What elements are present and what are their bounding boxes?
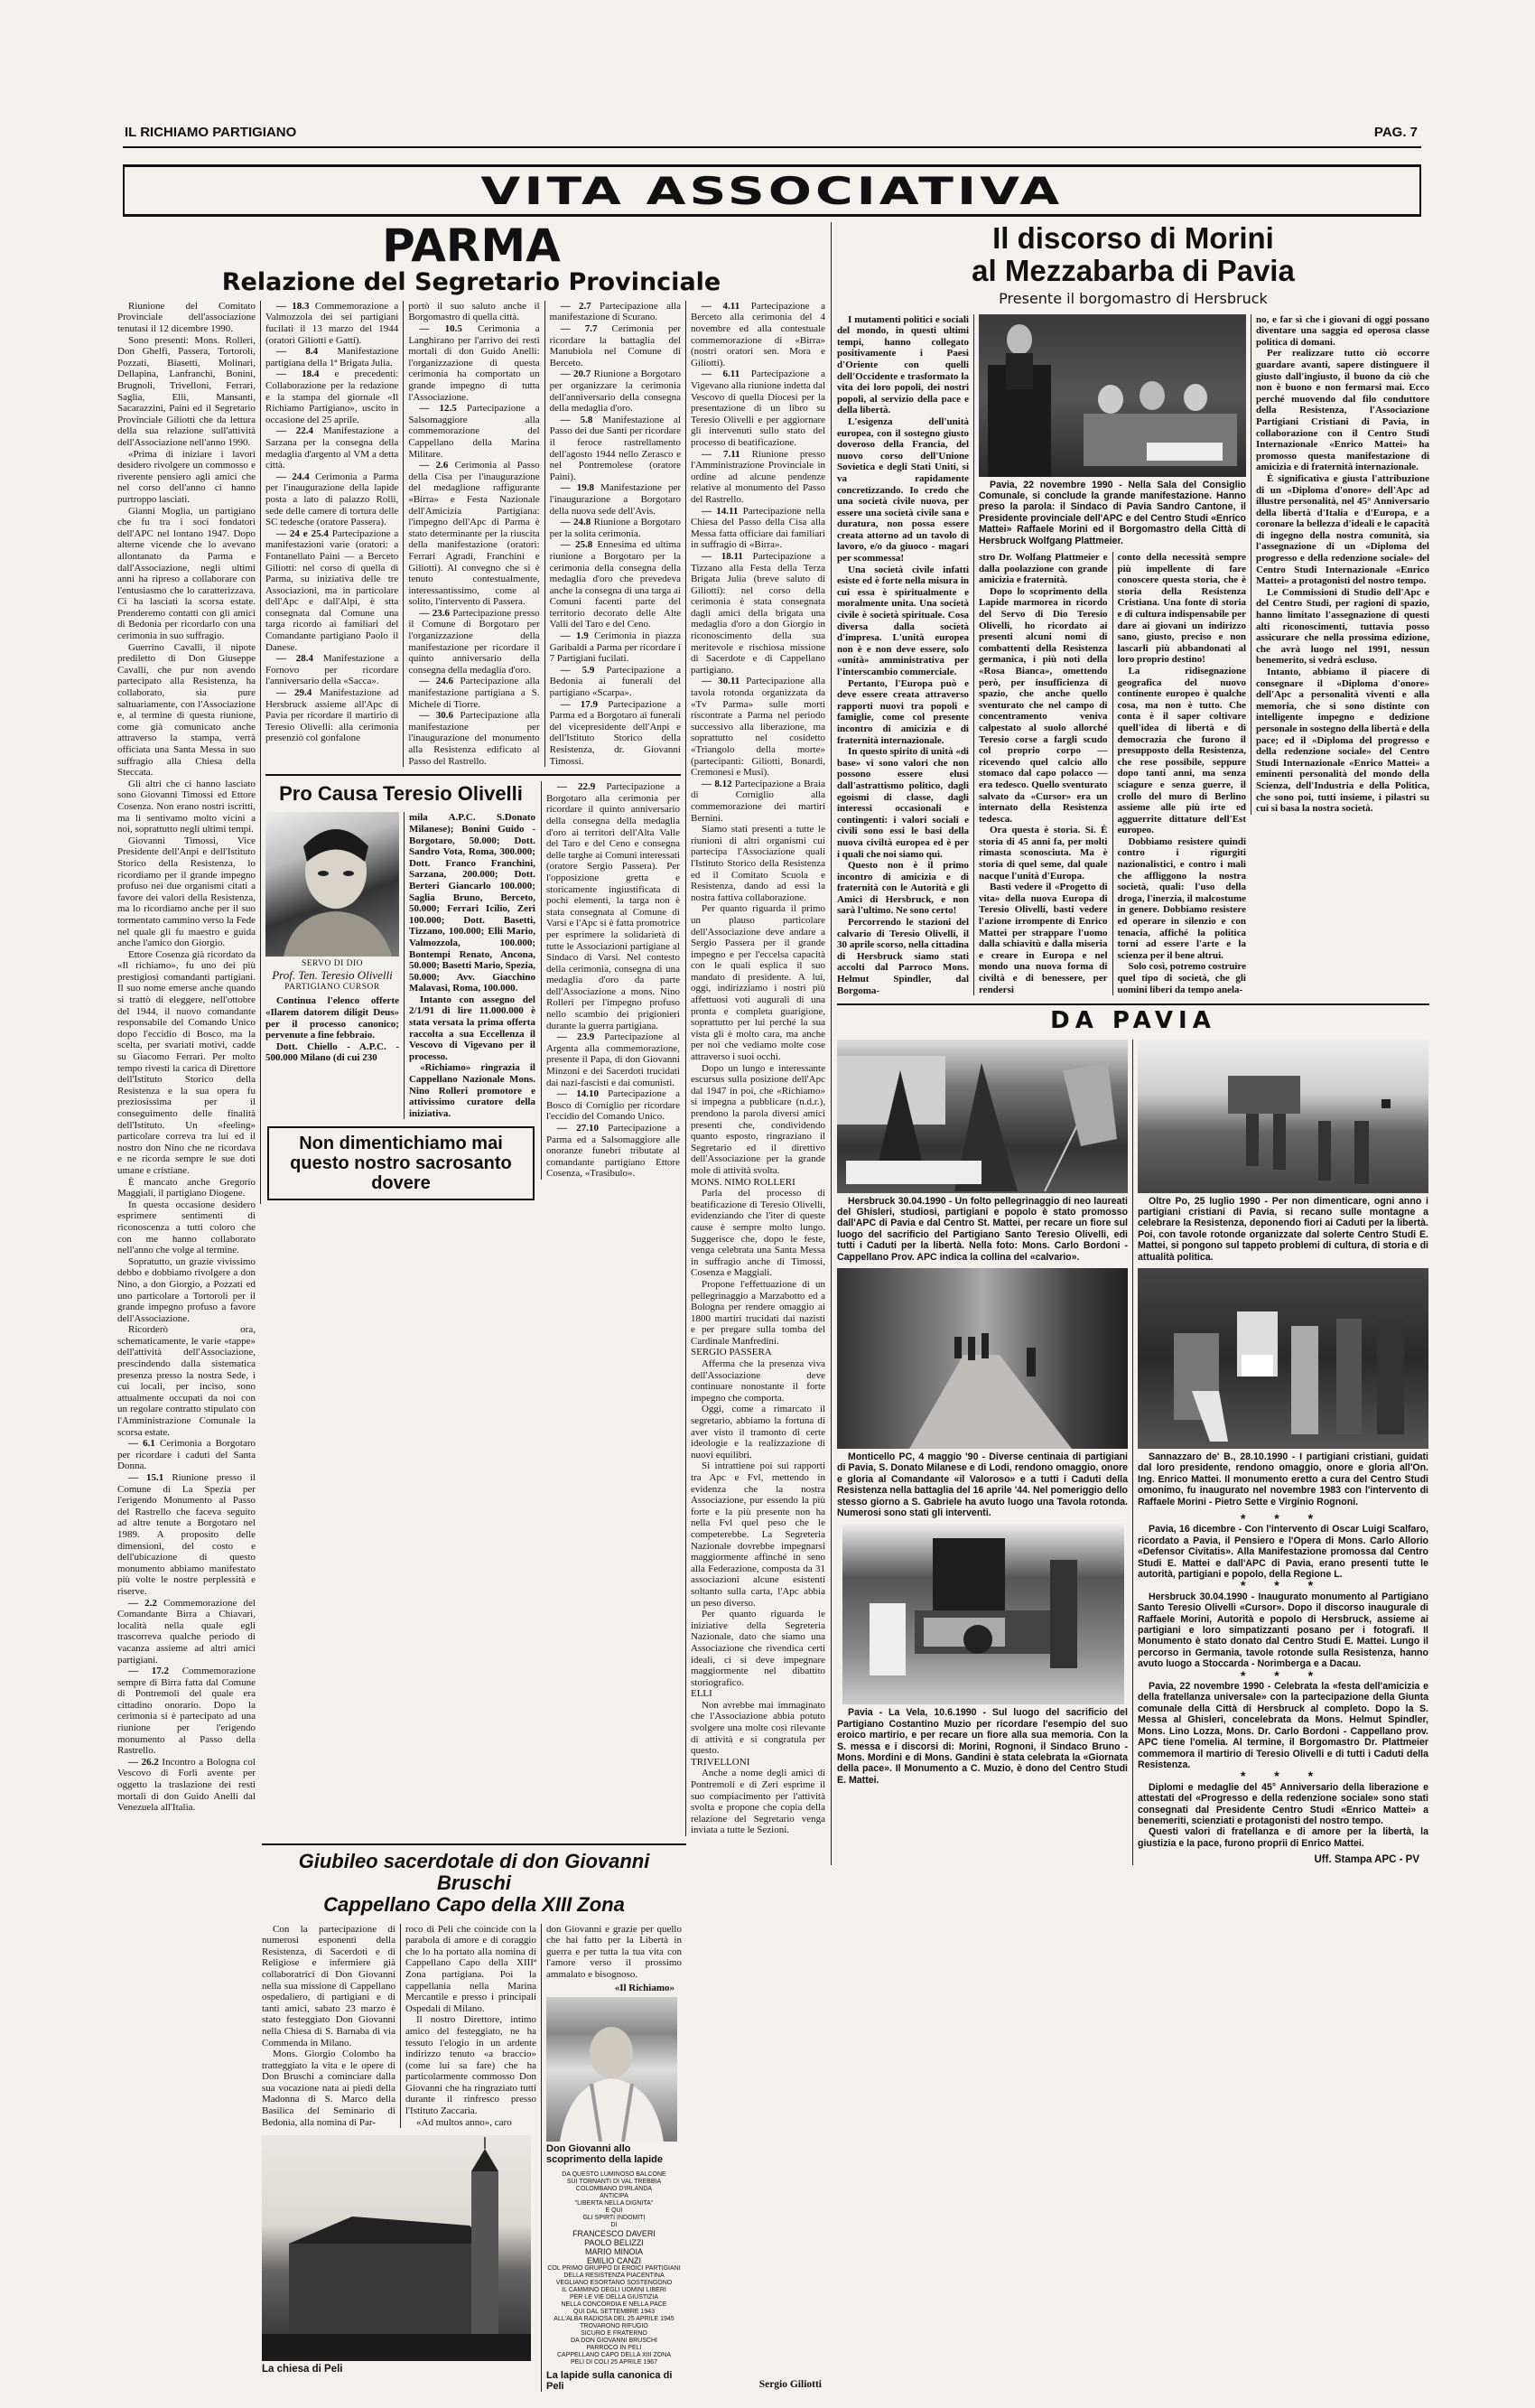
caption-text: Pavia - La Vela, 10.6.1990 - Sul luogo del sacrificio del Partigiano Costantino Muzio per ricordare l'esempio del suo eroico martirio, e per recare un fiore alla sua memoria. Con la S. messa e i discorsi di: Morini, Rognoni, il Sindaco Bruno - Mons. Mordini e di Mons. Gandini è stata celebrata la «Giornata della pace». Il Monumento a C. Muzio, è dono del Centro Studi E. Mattei. [837, 1707, 1128, 1786]
morini-title-2: al Mezzabarba di Pavia [972, 254, 1295, 288]
hersbruck-photo [837, 1040, 1128, 1193]
caption-text: Oltre Po, 25 luglio 1990 - Per non dimenticare, ogni anno i partigiani cristiani di Pavia, si recano sulle montagne a celebrare la Resistenza, deponendo fiori ai Caduti per la libertà. Poi, con tavole rotonde organizzate dal solerte Centro Studi E. Mattei, si pongono sul tappeto problemi di cultura, di storia e di attualità politica. [1138, 1195, 1428, 1263]
paragraph: Ora questa è storia. Si. È storia di 45 anni fa, per molti rimasta sconosciuta. Ma è storia di quel seme, dal quale nacque l'unità d'Europa. [979, 825, 1108, 882]
parma-subtitle: Relazione del Segretario Provinciale [221, 267, 721, 296]
church-icon [262, 2135, 531, 2361]
press-office-signature: Uff. Stampa APC - PV [1314, 1854, 1419, 1866]
paragraph: — 8.4 Manifestazione partigiana della 1ª Brigata Julia. [265, 346, 399, 369]
plaque-line: GLI SPIRTI INDOMITI [582, 2214, 646, 2221]
paragraph: Anche a nome degli amici di Pontremoli e di Zeri esprime il suo compiacimento per l'attività svolta e propone che copia della relazione del Segretario venga inviata a tutte le Sezioni. [690, 1768, 825, 1836]
olivelli-left [265, 812, 404, 1064]
paragraph: — 28.4 Manifestazione a Fornovo per ricordare l'anniversario della «Sacca». [265, 653, 399, 687]
paragraph: don Giovanni e grazie per quello che hai fatto per la Libertà in guerra e per tutta la tua vita con l'amore verso il prossimo ammalato e bisognoso. [546, 1923, 682, 1980]
paragraph: «Prima di iniziare i lavori desidero rivolgere un commosso e riverente pensiero agli amici che nel corso dell'anno ci hanno purtroppo lasciati. [117, 448, 256, 505]
separator-asterisks: * * * [1240, 1769, 1326, 1784]
paragraph: Per realizzare tutto ciò occorre guardare avanti, sapere distinguere il giusto dall'ingiusto, il buono da ciò che non è buono e non fermarsi mai. Ecco perché muovendo dal filo conduttore della Resistenza, l'Associazione Partigiani Cristiani di Pavia, in collaborazione con il Centro Studi Internazionale «Enrico Mattei» ha promosso questa manifestazione di amicizia e di fraternità internazionale. [1256, 348, 1429, 473]
separator-asterisks: * * * [1240, 1510, 1326, 1526]
hersbruck-caption [837, 1196, 1128, 1263]
bruschi-right [541, 1924, 682, 2392]
paragraph: — 2.7 Partecipazione alla manifestazione di Scurano. [549, 300, 682, 323]
news-note: Diplomi e medaglie del 45° Anniversario della liberazione e attestati del «Progresso e della redenzione sociale» sono stati consegnati dal Presidente Centro Studi «Enrico Mattei» a benemeriti, scienziati e protagonisti del nostro tempo. [1138, 1781, 1428, 1826]
paragraph: — 22.9 Partecipazione a Borgotaro alla cerimonia per ricordare il quinto anniversario della consegna della medaglia d'oro ai territori dell'Alta Valle del Taro e del Ceno e consegna delle targhe ai Comuni interessati (oratore Sergio Passera). Per l'opposizione gretta e storicamente ingiustificata di pochi elementi, la targa non è stata consegnata al Comune di Varsi e l'Apc si è fatta promotrice per esprimere la solidarietà di tutte le Associazioni partigiane al Sindaco di Varsi. Nel contesto della cerimonia, consegna di una medaglia d'oro da parte dell'Associazione a mons. Nino Rolleri per l'impegno profuso nello scambio dei prigionieri durante la guerra partigiana. [545, 781, 680, 1031]
parma-columns [117, 301, 825, 1836]
bruschi-title-1: Giubileo sacerdotale di don Giovanni Bruschi [298, 1850, 650, 1895]
morini-column-2 [979, 552, 1112, 995]
paragraph: Per quanto riguarda le iniziative della Segreteria Nazionale, dato che siamo una Associazione che rivendica certi ideali, ci si deve impegnare maggiormente nel dibattito storiografico. [690, 1609, 825, 1688]
monticello-caption [837, 1451, 1128, 1518]
paragraph: In questa occasione desidero esprimere sentimenti di riconoscenza a tutti coloro che con me hanno collaborato nell'anno che volge al termine. [117, 1199, 256, 1256]
council-hall-photo [979, 314, 1246, 477]
road-procession-icon [837, 1268, 1128, 1449]
morini-column-3 [1112, 552, 1247, 995]
paragraph: mila A.P.C. S.Donato Milanese); Bonini Guido - Borgotaro, 50.000; Dott. Sandro Vota, Roma, 300.000; Dott. Franco Franchini, Sarzana, 200.000; Dott. Berteri Giancarlo 100.000; Saglia Bruno, Berceto, 50.000; Ferrari Icilio, Zeri 100.000; Dott. Basetti, Tizzano, 100.000; Elli Mario, Valmozzola, 100.000; Bontempi Renato, Ancona, 50.000; Basetti Mario, Spezia, 50.000; Avv. Giacchino Malavasi, Roma, 100.000. [408, 812, 535, 994]
paragraph: Ettore Cosenza già ricordato da «Il richiamo», fu uno dei più prestigiosi comandanti partigiani. Il suo nome emerse anche quando si trattò di eleggere, nell'ottobre del 1944, il nuovo comandante responsabile del Comando Unico dopo l'eccidio di Bosco, ma la scelta, per svariati motivi, cadde su Giacomo Ferrari. Per molto tempo rivestì la carica di Direttore dell'Istituto Storico della Resistenza e la sua opera fu preziosissima per il conseguimento delle finalità dell'Istituto. Un «feeling» particolare correva tra lui ed il nostro don Nino che ne ricordava e ne ricorda sempre le sue doti umane e cristiane. [117, 948, 256, 1176]
reminder-text: Non dimentichiamo mai questo nostro sacrosanto dovere [290, 1134, 512, 1194]
memorial-stone-icon [842, 1524, 1124, 1704]
parma-middle-block [260, 301, 685, 1205]
paragraph: Solo così, potremo costruire quel tipo di società, che gli uomini liberi da tempo anela- [1117, 961, 1246, 995]
paragraph: Per quanto riguarda il primo un plauso particolare dell'Associazione deve andare a Sergio Passera per il grande impegno e per l'eccelsa capacità con le quali esplica il suo mandato di presidente. A lui, oggi, indirizziamo i nostri più affettuosi voti augurali di una pronta e completa guarigione, soprattutto per lui perché la sua vista gli è molto cara, ma anche per noi che vediamo molte cose attraverso i suoi occhi. [690, 903, 825, 1063]
paragraph: — 18.11 Partecipazione a Tizzano alla Festa della Terza Brigata Julia (breve saluto di Giliotti): nel corso della cerimonia è stata consegnata dagli amici della brigata una medaglia d'oro a don Giorgio in riconoscimento della sua meritevole e rischiosa missione di Sacerdote e di Cappellano partigiano. [690, 550, 825, 676]
parma-column-4-continued [541, 781, 680, 1180]
header-rule [123, 146, 1421, 148]
monticello-photo [837, 1268, 1128, 1449]
paragraph: «Ad multos anno», caro [416, 2116, 512, 2128]
paragraph: Una società civile infatti esiste ed è forte nella misura in cui essa è spiritualmente e moralmente unita. Una società civile è società spirituale. Cosa diversa dalla società d'impresa. L'unità europea non è e non deve essere, solo «unità» amministrativa per l'interscambio commerciale. [837, 564, 969, 677]
news-note: Questi valori di fratellanza e di amore per la libertà, la giustizia e la pace, furono proprii di Enrico Mattei. [1138, 1826, 1428, 1849]
paragraph: — 14.11 Partecipazione nella Chiesa del Passo della Cisa alla Messa fatta officiare dai familiari in suffragio di «Birra». [690, 505, 825, 551]
caption-name: Prof. Ten. Teresio Olivelli [272, 968, 393, 983]
plaque-line: NELLA CONCORDIA E NELLA PACE [561, 2301, 667, 2308]
paragraph: Siamo stati presenti a tutte le riunioni di altri organismi cui partecipa l'Associazione quali l'Istituto Storico della Resistenza ed il Comitato Scuola e Resistenza, dando ad essi la nostra fattiva collaborazione. [690, 824, 825, 903]
paragraph: — 24.4 Cerimonia a Parma per l'inaugurazione della lapide posta a lato di palazzo Rolli, sede delle camere di tortura delle SC tedesche (oratore Passera). [265, 471, 399, 528]
oltrepo-caption [1138, 1196, 1428, 1263]
morini-center-columns [979, 552, 1246, 995]
morini-center [973, 314, 1251, 996]
paragraph: — 29.4 Manifestazione ad Hersbruck assieme all'Apc di Pavia per ricordare il martirio di Teresio Olivelli: alla cerimonia presenziò col gonfalone [265, 687, 399, 744]
olivelli-portrait-caption [265, 959, 399, 992]
plaque-line: PER LE VIE DELLA GIUSTIZIA [569, 2293, 659, 2301]
caption-servo: SERVO DI DIO [301, 959, 363, 969]
parma-column-5 [685, 301, 825, 1836]
paragraph: — 30.11 Partecipazione alla tavola rotonda organizzata da «Tv Parma» sulle morti riscontrate a Parma nel periodo successivo alla liberazione, ma soprattutto nel cosidetto «Triangolo della morte» (partecipanti: Giliotti, Bonardi, Cremonesi e Musi). [690, 676, 825, 779]
speaker-name: MONS. NIMO ROLLERI [690, 1176, 795, 1188]
paragraph: — 4.11 Partecipazione a Berceto alla cerimonia del 4 novembre ed alla contestuale commemorazione di «Birra» (nostri oratori sen. Mora e Giliotti). [690, 300, 825, 369]
caption-text: Monticello PC, 4 maggio '90 - Diverse centinaia di partigiani di Pavia, S. Donato Milanese e di Lodi, rendono omaggio, onore e gloria al Comandante «il Valoroso» e a tutti i Caduti della Resistenza nella battaglia del 16 aprile '44. Nel pomeriggio dello stesso giorno a S. Gabriele ha avuto luogo una Tavola rotonda. Numerosi sono stati gli interventi. [837, 1451, 1128, 1518]
caption-cursor: PARTIGIANO CURSOR [284, 983, 380, 993]
parma-signature: Sergio Giliotti [758, 2378, 822, 2390]
paragraph: Riunione del Comitato Provinciale dell'associazione tenutasi il 12 dicembre 1990. [117, 300, 256, 335]
paragraph: Percorrendo le stazioni del calvario di Teresio Olivelli, il 30 aprile scorso, nella cittadina di Hersbruck siamo stati accolti dal Parroco Mons. Helmut Spindler, dal Borgoma- [837, 917, 969, 996]
procession-icon [1138, 1040, 1428, 1193]
paragraph: — 2.2 Commemorazione del Comandante Birra a Chiavari, località nella quale egli trascorreva qualche periodo di vacanza assieme ad altri amici partigiani. [117, 1597, 256, 1666]
paragraph: portò il suo saluto anche il Borgomastro di quella città. [408, 300, 540, 323]
news-note: Hersbruck 30.04.1990 - Inaugurato monumento al Partigiano Santo Teresio Olivelli «Cursor». Dopo il discorso inaugurale di Raffaele Morini, Autorità e popolo di Hersbruck, assieme ai partigiani e loro simpatizzanti posano per i fotografi. Il Monumento è stato donato dal Centro Studi E. Mattei. Lungo il percorso in Germania, tavole rotonde sulla Resistenza, hanno avuto luogo a Stoccarda - Norimberga e a Dacau. [1138, 1591, 1428, 1670]
morini-column-1 [837, 314, 973, 997]
paragraph: L'esigenza dell'unità europea, con il sostegno giusto doveroso della Francia, del nuovo corso dell'Unione Sovietica e degli Stati Uniti, si va rapidamente concretizzando. Io credo che una società civile nuova, per essere una società civile sana e duratura, non possa essere creata attorno ad un tavolo di lavoro, e/o da giuoco - magari per scommessa! [837, 415, 969, 565]
monument-ceremony-icon [1138, 1268, 1428, 1449]
paragraph: Continua l'elenco offerte «Ilarem datorem diligit Deus» per il processo canonico; pervenute a fine febbraio. [265, 995, 399, 1041]
plaque-line: EMILIO CANZI [586, 2255, 641, 2265]
parma-middle-top [265, 301, 681, 767]
paragraph: — 6.1 Cerimonia a Borgotaro per ricordare i caduti del Santa Donna. [117, 1438, 256, 1472]
paragraph: Pertanto, l'Europa può e deve essere creata attraverso rapporti nuovi tra popoli e famiglie, come col presente incontro di amicizia e di fraternità internazionale. [837, 677, 969, 746]
paragraph: — 6.11 Partecipazione a Vigevano alla riunione indetta dal Vescovo di quella Diocesi per la presentazione di un libro su Teresio Olivelli e per aggiornare gli intervenuti sullo stato del processo di beatificazione. [690, 369, 825, 448]
oltrepo-photo [1138, 1040, 1428, 1193]
paragraph: — 8.12 Partecipazione a Braia di Corniglio alla commemorazione dei martiri Bernini. [690, 778, 825, 824]
section-title: VITA ASSOCIATIVA [480, 168, 1064, 213]
parma-column-4 [544, 301, 681, 767]
parma-article [117, 219, 831, 2392]
separator-asterisks: * * * [1240, 1667, 1326, 1683]
paragraph: Si intrattiene poi sui rapporti tra Apc e Fvl, mettendo in evidenza che la nostra Associazione, pur essendo la più forte e la più presente non ha nella Fvl quel peso che le competerebbe. La Segreteria Nazionale dovrebbe impegnarsi maggiormente affinché in seno alla Federazione, composta da 31 associazioni alcune esistenti soltanto sulla carta, l'Apc abbia un peso diverso. [690, 1461, 825, 1609]
paragraph: Giovanni Timossi, Vice Presidente dell'Anpi e dell'Istituto Storico della Resistenza, lo ricordiamo per il grande impegno profuso nei due organismi citati a favore dei valori della Resistenza, ma lo ricordiamo anche per il suo tormentato cammino verso la Fede nel quale gli fu maestro e guida anche l'amico don Giorgio. [117, 835, 256, 949]
olivelli-columns [265, 812, 536, 1119]
morini-article [831, 222, 1429, 1865]
paragraph: conto della necessità sempre più impellente di fare conoscere questa storia, che è storia della Resistenza Cristiana. Una fonte di storia e di cultura indispensabile per dare ai giovani un indirizzo sano, giusto, preciso e non lascarli più abbandonati al loro proprio destino! [1117, 552, 1246, 666]
paragraph: Ricorderò ora, schematicamente, le varie «tappe» dell'attività dell'Associazione, prescindendo dalla sistematica presenza presso la nostra Sede, i cui locali, per inciso, sono attualmente occupati da noi con un regolare contratto stipulato con l'Amministrazione Comunale la scorsa estate. [117, 1324, 256, 1438]
paragraph: Dobbiamo resistere quindi contro i rigurgiti nazionalistici, e contro i mali che affliggono la nostra società, quali: l'uso della droga, l'inerzia, il malcostume in genere. Dobbiamo resistere ed operare in silenzio e con tenacia, affiché la politica torni ad essere l'arte e la scienza per il bene altrui. [1117, 835, 1246, 961]
bruschi-columns [262, 1924, 686, 2392]
paragraph: Il nostro Direttore, intimo amico del festeggiato, ne ha tessuto l'elogio in un ardente indirizzo tenuto «a braccio» (come lui sa fare) che ha particolarmente commosso Don Giovanni che ha ringraziato tutti durante il rinfresco presso l'Istituto Zaccaria. [405, 2014, 536, 2117]
paragraph: Parla del processo di beatificazione di Teresio Olivelli, evidenziando che l'iter di queste cause è sempre molto lungo. Suggerisce che, dopo le feste, venga celebrata una Santa Messa in suffragio anche di Timossi, Cosenza e Maggiali. [690, 1188, 825, 1279]
caption-text: Hersbruck 30.04.1990 - Un folto pellegrinaggio di neo laureati del Ghisleri, studiosi, partigiani e popolo è stato promosso dall'APC di Pavia e dal Centro St. Mattei, per recare un fiore sul luogo del sacrificio del Partigiano Santo Teresio Olivelli, edi tutti i Caduti per la libertà. Nella foto: Mons. Carlo Bordoni - Cappellano Prov. APC indica la collina del «calvario». [837, 1195, 1128, 1263]
paragraph: — 24.6 Partecipazione alla manifestazione partigiana a S. Michele di Tiorre. [408, 676, 540, 710]
plaque-line: MARIO MINOIA [584, 2246, 643, 2256]
paragraph: È significativa e giusta l'attribuzione di un «Diploma d'onore» dell'Apc ad illustre personalità, nel 45° Anniversario della libertà d'Italia e d'Europa, e a coronare la bellezza d'ideali e le capacità di ingegno della nostra comunità, sia l'assegnazione di un «Diploma del progresso e della redenzione sociale» del Centro Studi Internazionale «Enrico Mattei» a protagonisti del nostro tempo. [1256, 472, 1429, 587]
news-note: Pavia, 22 novembre 1990 - Celebrata la «festa dell'amicizia e della fratellanza universale» con la partecipazione della Giunta comunale della Città di Hersbruck al completo. Dopo la S. Messa al Ghisleri, concelebrata da Mons. Helmut Spindler, Mons. Lino Lozza, Mons. Dr. Carlo Bordoni - Cappellano prov. APC tiene l'omelia. Al termine, il Borgomastro Dr. Plattmeier commemora il martirio di Teresio Olivelli e di tutti i Caduti della Resistenza. [1138, 1681, 1428, 1770]
paragraph: — 19.8 Manifestazione per l'inaugurazione a Borgotaro della nuova sede dell'Avis. [549, 482, 681, 517]
plaque-line: COL PRIMO GRUPPO DI EROICI PARTIGIANI [547, 2264, 681, 2272]
caption-text: Sannazzaro de' B., 28.10.1990 - I partigiani cristiani, guidati dal loro presidente, rendono omaggio, onore e gloria all'On. Ing. Enrico Mattei. Il monumento eretto a cura del Centro Studi omonimo, fu inaugurato nel novembre 1983 con l'intervento di Raffaele Morini - Pietro Sette e Virginio Rognoni. [1138, 1451, 1428, 1507]
paragraph: Gli altri che ci hanno lasciato sono Giovanni Timossi ed Ettore Cosenza. Non erano nostri iscritti, ma li sentivamo molto vicini a noi, soprattutto negli ultimi tempi. [117, 778, 256, 835]
paragraph: Le Commissioni di Studio dell'Apc e del Centro Studi, per ragioni di spazio, hanno limitato l'assegnazione di questi alti riconoscimenti, tuttavia posso assicurare che nella prossima edizione, che avrà luogo nel 1991, nessun benemerito, si vedrà escluso. [1256, 586, 1429, 667]
paragraph: Non avrebbe mai immaginato che l'Associazione abbia potuto svolgere una molte così rilevante di attività e si congratula per questo. [690, 1699, 825, 1757]
morini-column-4 [1251, 314, 1429, 815]
plaque-line: ANTICIPA [600, 2192, 628, 2199]
bruschi-column-1 [262, 1924, 400, 2129]
paragraph: Dopo lo scoprimento della Lapide marmorea in ricordo del Servo di Dio Teresio Olivelli, ho ricordato ai presenti alcuni nomi di combattenti della Resistenza germanica, i più noti della «Rosa Bianca», omettendo però, per insufficienza di spazio, che anche quello sventurato che nel campo di concentramento veniva calpestato al suolo allorché Teresio corse a fargli scudo col proprio corpo — ricevendo quel calcio allo stomaco dal capo polacco — era tedesco. Quello sventurato salvato da «Cursor» era un internato della Resistenza tedesca. [979, 585, 1108, 825]
paragraph: — 26.2 Incontro a Bologna col Vescovo di Forlì avente per oggetto la traslazione dei resti mortali di don Guido Anelli dal Venezuela all'Italia. [117, 1756, 256, 1814]
page-number: PAG. 7 [1373, 125, 1418, 140]
news-note: Pavia, 16 dicembre - Con l'intervento di Oscar Luigi Scalfaro, ricordato a Pavia, il Pensiero e l'Opera di Mons. Carlo Allorio «Defensor Civitatis». Alla Manifestazione promossa dal Centro Studi E. Mattei e dall'APC di Pavia, erano presenti tutte le autorità, partigiani e popolo, della Regione L. [1138, 1524, 1428, 1581]
plaque-line: DA DON GIOVANNI BRUSCHI [571, 2337, 657, 2344]
meeting-icon [979, 314, 1246, 477]
caption-text: Pavia, 22 novembre 1990 - Nella Sala del Consiglio Comunale, si conclude la grande manifestazione. Hanno preso la parola: il Sindaco di Pavia Sandro Cantone, il Presidente provinciale dell'APC e del Centro Studi «Enrico Mattei» Raffaele Morini ed il Borgomastro della Città di Hersbruck Wolfgang Plattmeier. [979, 479, 1246, 546]
plaque-line: QUI DAL SETTEMBRE 1943 [573, 2308, 655, 2315]
speaker-name: ELLI [690, 1688, 712, 1700]
paragraph: — 20.7 Riunione a Borgotaro per organizzare la cerimonia dell'anniversario della consegna della medaglia d'oro. [549, 369, 681, 415]
paragraph: — 14.10 Partecipazione a Bosco di Corniglio per ricordare l'eccidio del Comando Unico. [545, 1088, 680, 1123]
publication-name: IL RICHIAMO PARTIGIANO [125, 125, 297, 140]
paragraph: «Richiamo» ringrazia il Cappellano Nazionale Mons. Nino Rolleri promotore e attivissimo curatore della iniziativa. [408, 1062, 535, 1119]
plaque-line: VEGLIANO ESORTANO SOSTENGONO [555, 2279, 673, 2286]
bruschi-column-2 [400, 1924, 536, 2129]
da-pavia-right [1132, 1040, 1428, 1866]
priest-photo [546, 1997, 677, 2142]
paragraph: Afferma che la presenza viva dell'Associazione deve continuare nonostante il forte impegno che comporta. [690, 1358, 825, 1404]
parma-column-1 [117, 301, 260, 1814]
olivelli-article [265, 776, 541, 1204]
paragraph: Con la partecipazione di numerosi esponenti della Resistenza, di Sacerdoti e di Religiose e infermiere già collaboratrici di Don Giovanni nella sua missione di Cappellano ospedaliero, di partigiani e di tanti amici, sabato 23 marzo è stato festeggiato Don Giovanni nella Chiesa di S. Barnaba di via Commenda in Milano. [262, 1923, 395, 2049]
plaque-line: CAPPELLANO CAPO DELLA XIII ZONA [556, 2351, 672, 2358]
paragraph: no, e far sì che i giovani di oggi possano diventare una saggia ed operosa classe politica di domani. [1256, 313, 1429, 348]
paragraph: — 23.6 Partecipazione presso il Comune di Borgotaro per l'organizzazione della manifestazione per ricordare il quinto anniversario della consegna della medaglia d'oro. [408, 607, 540, 676]
paragraph: — 17.9 Partecipazione a Parma ed a Borgotaro ai funerali del vicepresidente dell'Anpi e dell'Istituto Storico della Resistenza, dr. Giovanni Timossi. [549, 698, 681, 767]
plaque-caption: La lapide sulla canonica di Peli [546, 2369, 673, 2392]
la-vela-photo [842, 1524, 1124, 1704]
paragraph: — 30.6 Partecipazione alla manifestazione per l'inaugurazione del monumento alla Resistenza edificato al Passo del Rastrello. [408, 710, 540, 767]
paragraph: Oggi, come a rimarcato il segretario, abbiamo la fortuna di aver visto il tramonto di certe ideologie e la realizzazione di nuovi equilibri. [690, 1404, 825, 1461]
paragraph: Gianni Moglia, un partigiano che fu tra i soci fondatori dell'APC nel lontano 1947. Dopo alterne vicende che lo avevano allontanato da Parma e dall'Associazione, negli ultimi anni ha ripreso a collaborare con l'entusiasmo che lo caratterizzava. Ci ha lasciati la scorsa estate. Prenderemo contatti con gli amici di Bedonia per ricordarlo con una cerimonia in suo suffragio. [117, 505, 256, 642]
priest-icon [546, 1997, 677, 2142]
olivelli-offerings-right [404, 812, 535, 1119]
parma-column-3 [403, 301, 544, 767]
paragraph: Mons. Giorgio Colombo ha tratteggiato la vita e le opere di Don Bruschi a cominciare dalla sua vocazione nata ai piedi della Madonna di S. Marco della Basilica del Seminario di Bedonia, alla nomina di Par- [262, 2049, 395, 2128]
paragraph: — 10.5 Cerimonia a Langhirano per l'arrivo dei resti mortali di don Guido Anelli: l'organizzazione di questa cerimonia ha comportato un grande impegno di tutta l'Associazione. [408, 323, 540, 403]
plaque-line: DI [610, 2221, 618, 2228]
paragraph: La ridisegnazione geografica del nuovo continente europeo è qualche cosa, ma non è tutto. Che conta è il saper coltivare quell'idea di libertà e di democrazia che furono il presupposto della Resistenza, che rese possibile, seppure dopo tanti anni, ma senza sciagure e senza guerre, il crollo del muro di Berlino assieme alle più irte ed agguerrite dittature dell'Est europeo. [1117, 665, 1246, 836]
paragraph: — 18.4 e precedenti: Collaborazione per la redazione e la stampa del giornale «Il Richiamo Partigiano», uscito in occasione del 25 aprile. [265, 369, 399, 425]
paragraph: — 24 e 25.4 Partecipazione a manifestazioni varie (oratori: a Fontanellato Paini — a Berceto Giliotti: nel corso di quella di Parma, su iniziativa delle tre Associazioni, ma in particolare dell'Apc e dall'Alpi, è stta consegnata dal Comune una targa ricordo ai familiari del Comandante partigiano Paolo il Danese. [265, 527, 399, 653]
plaque-line: SUI TORNANTI DI VAL TREBBIA [566, 2178, 662, 2185]
paragraph: Dopo un lungo e interessante escursus sulla posizione dell'Apc dal 1947 in poi, che «Richiamo» si impegna a pubblicare (n.d.r.), prendono la parola diversi amici presenti che, condividendo quanto esposto, ringraziano il Segretario ed il direttivo dell'Associazione per la grande mole di attività svolta. [690, 1062, 825, 1176]
council-hall-caption [979, 480, 1246, 546]
reminder-box [267, 1126, 535, 1200]
paragraph: — 22.4 Manifestazione a Sarzana per la consegna della medaglia d'argento al VM a detta città. [265, 425, 399, 471]
church-photo [262, 2135, 531, 2361]
paragraph: In questo spirito di unità «di base» vi sono valori che non possono essere elusi dall'astrattismo politico, dagli egoismi di classe, dagli interessi occasionali e contingenti: i valori sociali e civili sono essi le basi della nuova civiltà europea ed è per i quali che noi siamo qui. [837, 746, 969, 860]
speaker-name: TRIVELLONI [690, 1756, 750, 1768]
olivelli-portrait-photo [265, 812, 399, 957]
bruschi-signature: «Il Richiamo» [614, 1982, 674, 1993]
plaque-line: SICURO E FRATERNO [581, 2329, 647, 2337]
plaque-line: TROVARONO RIFUGIO [580, 2322, 648, 2329]
paragraph: — 27.10 Partecipazione a Parma ed a Salsomaggiore alle onoranze funebri tributate al comandante partigiano Ettore Cosenza, «Trasibulo». [545, 1123, 680, 1180]
section-banner [123, 164, 1421, 217]
da-pavia-columns [837, 1040, 1429, 1866]
bruschi-text-columns [262, 1924, 536, 2129]
paragraph: Guerrino Cavalli, il nipote prediletto di Don Giuseppe Cavalli, che pur non avendo partecipato alla Resistenza, ha collaborato, sia pure saltuariamente, con l'Associazione e, al termine di questa riunione, come già comunicato anche attraverso la stampa, verrà officiata una Santa Messa in suo suffragio alla Chiesa della Steccata. [117, 641, 256, 779]
bruschi-article [262, 1843, 686, 2392]
paragraph: — 12.5 Partecipazione a Salsomaggiore alla commemorazione del Cappellano della Marina Militare. [408, 403, 540, 460]
paragraph: — 5.9 Partecipazione a Bedonia ai funerali del partigiano «Scarpa». [549, 664, 681, 699]
paragraph: Dott. Chiello - A.P.C. - 500.000 Milano (di cui 230 [265, 1041, 399, 1064]
paragraph: — 18.3 Commemorazione a Valmozzola dei sei partigiani fucilati il 13 marzo del 1944 (oratori Giliotti e Gatti). [265, 300, 399, 346]
plaque-line: ALL'ALBA RADIOSA DEL 25 APRILE 1945 [554, 2315, 674, 2322]
paragraph: — 25.8 Ennesima ed ultima riunione a Borgotaro per la cerimonia della consegna della medaglia d'oro che prevedeva anche la consegna di una targa ai Comuni facenti parte del territorio decorato delle Alte Valli del Taro e del Ceno. [549, 539, 681, 630]
paragraph: Sopratutto, un grazie vivissimo debbo e dobbiamo rivolgere a don Nino, a don Giorgio, a Pozzati ed uno particolare a Tortoroli per il grande impegno profuso a favore dell'Associazione. [117, 1255, 256, 1324]
sannazzaro-caption [1138, 1451, 1428, 1507]
paragraph: Intanto, abbiamo il piacere di consegnare il «Diploma d'onore» dell'Apc a personalità viventi e alla memoria, che si sono distinte con intelligente impegno e dedizione personale in sostegno della libertà e della pace; ed il «Diploma del progresso e della redenzione sociale» del Centro Studi Internazionale «Enrico Mattei» a eminenti personalità del mondo della Scienza, dell'Industria e della Politica, che sono poi, tutti insieme, i pilastri su cui si basa la nostra società. [1256, 667, 1429, 815]
portrait-icon [265, 812, 399, 957]
plaque-inscription [546, 2171, 682, 2366]
olivelli-offerings-left [265, 995, 399, 1064]
parma-column-2 [265, 301, 403, 744]
la-vela-caption [837, 1707, 1128, 1786]
bruschi-left [262, 1924, 536, 2375]
plaque-line: PAOLO BELIZZI [584, 2237, 644, 2247]
paragraph: Basti vedere il «Progetto di vita» della nuova Europa di Teresio Olivelli, basti vedere l'azione irrompente di Enrico Mattei per strappare l'uomo dalla schiavitù e dalla miseria e creare in Europa e nel mondo una nuova forma di civiltà e di benessere, per rendersi [979, 882, 1108, 995]
paragraph: Intanto con assegno del 2/1/91 di lire 11.000.000 è stata versata la prima offerta raccolta a sua Eccellenza il Vescovo di Vigevano per il processo. [408, 994, 535, 1062]
plaque-line: FRANCESCO DAVERI [572, 2228, 656, 2238]
plaque-line: E QUI [605, 2207, 623, 2214]
parma-title: PARMA [382, 219, 561, 272]
olivelli-block [265, 776, 681, 1204]
paragraph: Propone l'effettuazione di un pellegrinaggio a Marzabotto ed a Bologna per rendere omaggio ai 1800 martiri trucidati dai nazisti e per pregare sulla tomba del Cardinale Manfredini. [690, 1278, 825, 1347]
plaque-line: PARROCO IN PELI [586, 2344, 642, 2351]
page-body [117, 219, 1429, 2392]
section-rule [262, 1843, 686, 1845]
section-rule [837, 1003, 1429, 1005]
paragraph: È mancato anche Gregorio Maggiali, il partigiano Diogene. [117, 1176, 256, 1199]
plaque-line: COLOMBANO D'IRLANDA [575, 2185, 653, 2192]
church-caption: La chiesa di Peli [262, 2364, 343, 2375]
paragraph: — 23.9 Partecipazione al Argenta alla commemorazione, presente il Papa, di don Giovanni Minzoni e dei Sacerdoti trucidati dai nazi-fascisti e dai comunisti. [545, 1031, 680, 1088]
morini-title-1: Il discorso di Morini [992, 221, 1274, 255]
priest-caption: Don Giovanni allo scoprimento della lapide [546, 2142, 663, 2166]
plaque-line: PELI DI COLI 25 APRILE 1967 [570, 2358, 658, 2366]
separator-asterisks: * * * [1240, 1578, 1326, 1593]
sannazzaro-photo [1138, 1268, 1428, 1449]
morini-subtitle: Presente il borgomastro di Hersbruck [999, 289, 1268, 307]
da-pavia-notes [1138, 1510, 1428, 1849]
da-pavia-title: DA PAVIA [1050, 1007, 1216, 1035]
morini-columns [837, 314, 1429, 997]
bruschi-column-3 [546, 1924, 682, 1981]
flag-ceremony-icon [837, 1040, 1128, 1193]
paragraph: I mutamenti politici e sociali del mondo, in questi ultimi tempi, hanno collegato positivamente i Paesi d'Oriente con quelli dell'Occidente e trasformato la vita dei loro popoli, dei nostri popoli, al servizio della pace e della libertà. [837, 313, 969, 416]
running-header [99, 108, 1427, 164]
bruschi-title-2: Cappellano Capo della XIII Zona [323, 1893, 625, 1917]
paragraph: — 15.1 Riunione presso il Comune di La Spezia per l'erigendo Monumento al Passo del Rastrello che faceva seguito ad altre tenute a Borgotaro nel 1989. A proposito delle dimensioni, del costo e dell'ubicazione di questo monumento abbiamo manifestato più volte le nostre perplessità e riserve. [117, 1472, 256, 1597]
paragraph: — 5.8 Manifestazione al Passo dei due Santi per ricordare il feroce rastrellamento dell'agosto 1944 nello Zerasco e nel Pontremolese (oratore Paini). [549, 414, 681, 482]
plaque-line: DA QUESTO LUMINOSO BALCONE [562, 2170, 666, 2178]
da-pavia-left [837, 1040, 1132, 1792]
paragraph: — 24.8 Riunione a Borgotaro per la solita cerimonia. [549, 517, 681, 539]
paragraph: roco di Peli che coincide con la parabola di amore e di coraggio che lo ha portato alla nomina di Cappellano Capo della XIIIª Zona partigiana. Poi la cappellania nella Marina Mercantile e presso i principali Ospedali di Milano. [405, 1923, 536, 2014]
paragraph: — 7.7 Cerimonia per ricordare la battaglia del Manubiola nel Comune di Berceto. [549, 323, 682, 369]
plaque-line: "LIBERTA NELLA DIGNITA" [574, 2199, 654, 2207]
paragraph: — 2.6 Cerimonia al Passo della Cisa per l'inaugurazione del medaglione raffigurante «Birra» e Festa Nazionale dell'Amicizia Partigiana: l'impegno dell'Apc di Parma è stato determinante per la riuscita della manifestazione (oratori: Ferrari Agradi, Franchini e Giliotti). Al convegno che si è tenuto contestualmente, interessantissimo, come al solito, l'intervento di Passera. [408, 460, 540, 608]
olivelli-title: Pro Causa Teresio Olivelli [279, 782, 523, 806]
newspaper-page [99, 0, 1427, 2408]
paragraph: — 1.9 Cerimonia in piazza Garibaldi a Parma per ricordare i 7 Partigiani fucilati. [549, 630, 682, 665]
paragraph: stro Dr. Wolfang Plattmeier e dalla poolazzione con grande amicizia e fraternità. [979, 552, 1108, 586]
paragraph: — 7.11 Riunione presso l'Amministrazione Provinciale in ordine ad alcune pendenze relative al monumento del Passo del Rastrello. [690, 448, 825, 505]
paragraph: — 17.2 Commemorazione sempre di Birra fatta dal Comune di Pontremoli del quale era cittadino onorario. Dopo la cerimonia si è partecipato ad una riunione per l'erigendo monumento al Passo della Rastrello. [117, 1666, 256, 1757]
paragraph: Questo non è il primo incontro di amicizia e di fraternità con le Autorità e gli Amici di Hersbruck, e non sarà l'ultimo. Ne sono certo! [837, 860, 969, 917]
paragraph: Sono presenti: Mons. Rolleri, Don Ghelfi, Passera, Tortoroli, Pozzati, Biasetti, Molinari, Dellapina, Lanfranchi, Bonini, Brugnoli, Trivelloni, Ferrari, Saglia, Elli, Mansanti, Sacarazzini, Paini ed il Segretario Provinciale Giliotti che da lettura della sua relazione sull'attività dell'Associazione nell'anno 1990. [117, 334, 256, 448]
plaque-line: IL CAMMINO DEGLI UOMINI LIBERI [562, 2286, 666, 2293]
plaque-line: DELLA RESISTENZA PIACENTINA [563, 2272, 665, 2279]
speaker-name: SERGIO PASSERA [690, 1347, 772, 1358]
